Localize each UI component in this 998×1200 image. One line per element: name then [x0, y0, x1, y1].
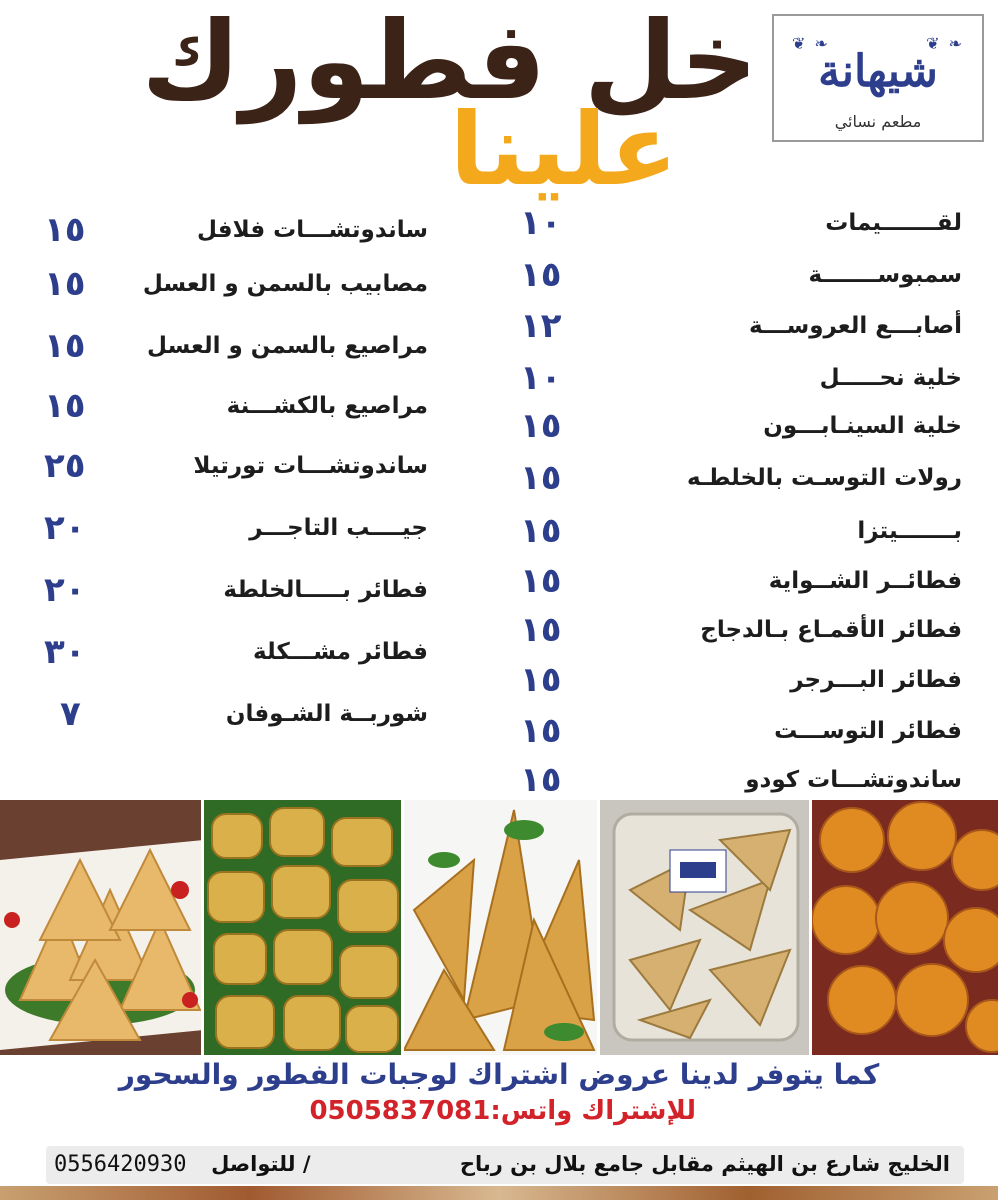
menu-item [510, 406, 962, 446]
menu-item-name: فطائــر الشــواية [768, 568, 962, 594]
menu-item-price: ٢٠ [44, 508, 86, 548]
menu-item-name: بـــــــيتزا [857, 518, 962, 544]
menu-item-price: ١٢ [520, 306, 562, 346]
menu-item [40, 508, 428, 548]
fatayer-plate-image [0, 800, 204, 1055]
headline-line2: علينا [449, 91, 678, 208]
menu-item [510, 358, 962, 398]
menu-item-name: مراصيع بالكشـــنة [226, 393, 428, 419]
samosa-image [404, 800, 600, 1055]
menu-item-name: جيــــب التاجـــر [249, 515, 428, 541]
menu-item [510, 511, 962, 551]
menu-item-name: فطائر مشـــكلة [253, 639, 428, 665]
menu-item-price: ٢٠ [44, 570, 86, 610]
contact [54, 1152, 311, 1177]
ornament-icon: ❦ ❧ [792, 34, 830, 53]
menu-item-name: فطائر التوســـت [774, 718, 962, 744]
menu-item-name: لقـــــــيمات [825, 210, 962, 236]
menu-item [510, 255, 962, 295]
menu-item [40, 210, 428, 250]
menu-item-name: خلية نحـــــل [819, 365, 962, 391]
menu-item-price: ١٥ [520, 511, 562, 551]
menu-item-price: ١٥ [44, 326, 86, 366]
menu-item [40, 446, 428, 486]
menu-item-name: رولات التوسـت بالخلطـه [686, 465, 962, 491]
boxed-pastries-image [600, 800, 812, 1055]
menu-item [40, 386, 428, 426]
menu-item [40, 326, 428, 366]
menu-item-price: ١٥ [520, 660, 562, 700]
menu-item [510, 610, 962, 650]
menu-item [510, 711, 962, 751]
whatsapp-phone[interactable]: 0505837081 [309, 1096, 491, 1126]
menu-item-price: ١٠ [520, 358, 562, 398]
menu-item-name: سمبوســـــــة [808, 262, 962, 288]
contact-phone[interactable]: 0556420930 [54, 1152, 187, 1177]
menu-item-name: ساندوتشـــات كودو [745, 767, 962, 793]
menu-item-name: فطائر بـــــالخلطة [223, 577, 428, 603]
menu-item [40, 632, 428, 672]
menu-item-price: ١٥ [520, 711, 562, 751]
address-bar [46, 1146, 964, 1184]
menu-item-name: أصابـــع العروســـة [749, 313, 962, 339]
menu-item-price: ١٥ [44, 264, 86, 304]
stuffed-pastry-tray-image [204, 800, 404, 1055]
menu-item-price: ١٥ [520, 406, 562, 446]
contact-label: للتواصل / [211, 1152, 311, 1176]
menu-item [510, 660, 962, 700]
address: الخليج شارع بن الهيثم مقابل جامع بلال بن رباح [459, 1152, 950, 1176]
subscription-promo: كما يتوفر لدينا عروض اشتراك لوجبات الفطور والسحور [118, 1058, 880, 1091]
luqaimat-image [812, 800, 998, 1055]
menu-item [40, 694, 428, 734]
menu-item-name: مراصيع بالسمن و العسل [147, 333, 428, 359]
menu-item-price: ١٥ [520, 458, 562, 498]
menu-item [510, 458, 962, 498]
bottom-photo-strip [0, 1186, 998, 1200]
logo-subtitle: مطعم نسائي [834, 112, 922, 131]
headline-line1: خل فطورك [141, 0, 758, 124]
menu-item [510, 561, 962, 601]
menu-item [510, 306, 962, 346]
menu-item-price: ٣٠ [44, 632, 86, 672]
logo [772, 14, 984, 142]
menu-item-name: شوربــة الشـوفان [225, 701, 428, 727]
menu-item-name: فطائر الأقمـاع بـالدجاج [700, 617, 962, 643]
menu-item-name: خلية السينـابـــون [763, 413, 962, 439]
menu-item-price: ١٥ [520, 561, 562, 601]
menu-item-name: فطائر البـــرجر [790, 667, 962, 693]
menu-item [510, 203, 962, 243]
menu-item-price: ١٥ [520, 610, 562, 650]
menu-item-name: ساندوتشـــات فلافل [197, 217, 428, 243]
menu-item [40, 264, 428, 304]
ornament-icon: ❦ ❧ [926, 34, 964, 53]
menu-item-name: مصابيب بالسمن و العسل [142, 271, 428, 297]
whatsapp-label: للإشتراك واتس: [490, 1096, 696, 1126]
whatsapp-line [309, 1096, 696, 1126]
menu-item-price: ١٥ [520, 760, 562, 800]
menu-item [510, 760, 962, 800]
menu-item-price: ١٠ [520, 203, 562, 243]
logo-name: شيهانة [818, 46, 938, 97]
menu-item-price: ١٥ [44, 386, 86, 426]
menu-item [40, 570, 428, 610]
menu-item-price: ٢٥ [44, 446, 86, 486]
menu-item-price: ٧ [60, 694, 81, 734]
menu-item-price: ١٥ [44, 210, 86, 250]
menu-item-price: ١٥ [520, 255, 562, 295]
menu-item-name: ساندوتشـــات تورتيلا [193, 453, 428, 479]
